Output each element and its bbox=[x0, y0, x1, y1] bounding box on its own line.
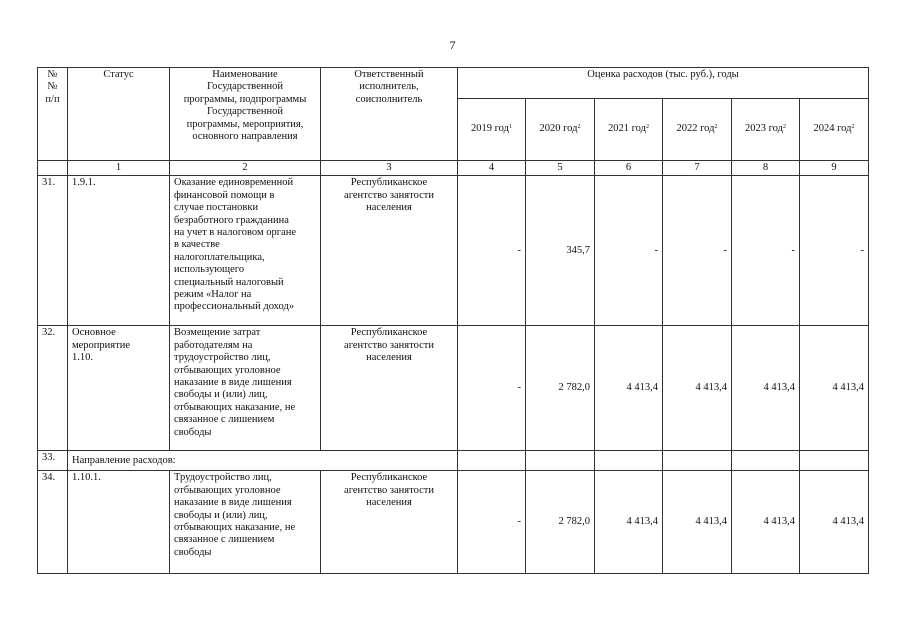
row-num: 32. bbox=[38, 326, 68, 451]
value-2020: 2 782,0 bbox=[526, 471, 595, 574]
row-status: 1.10.1. bbox=[68, 471, 170, 574]
row-status: 1.9.1. bbox=[68, 176, 170, 326]
empty-cell bbox=[732, 451, 800, 471]
colnum-cell: 1 bbox=[68, 161, 170, 176]
header-status: Статус bbox=[68, 68, 170, 161]
row-name: Трудоустройство лиц, отбывающих уголовное наказание в виде лишения свободы и (или) лиц, отбывающих наказание, не связанное с лишением свободы bbox=[170, 471, 321, 574]
row-num: 31. bbox=[38, 176, 68, 326]
header-executor: Ответственный исполнитель, соисполнитель bbox=[321, 68, 458, 161]
header-year-2023: 2023 год$^2$ bbox=[732, 99, 800, 161]
colnum-cell: 4 bbox=[458, 161, 526, 176]
header-expenses: Оценка расходов (тыс. руб.), годы bbox=[458, 68, 869, 99]
row-name: Возмещение затрат работодателям на трудоустройство лиц, отбывающих уголовное наказание в виде лишения свободы и (или) лиц, отбывающих наказание, не связанное с лишением свободы bbox=[170, 326, 321, 451]
row-name: Оказание единовременной финансовой помощи в случае постановки безработного гражданина на учет в налоговом органе в качестве налогоплательщика, использующего специальный налоговый режим «Налог на профессиональный доход» bbox=[170, 176, 321, 326]
value-2023: - bbox=[732, 176, 800, 326]
colnum-cell: 2 bbox=[170, 161, 321, 176]
row-direction-label: Направление расходов: bbox=[68, 451, 458, 471]
row-executor: Республиканское агентство занятости населения bbox=[321, 326, 458, 451]
row-num: 34. bbox=[38, 471, 68, 574]
row-executor: Республиканское агентство занятости населения bbox=[321, 471, 458, 574]
colnum-cell: 3 bbox=[321, 161, 458, 176]
table-row bbox=[38, 471, 869, 574]
header-year-2022: 2022 год$^2$ bbox=[663, 99, 732, 161]
value-2019: - bbox=[458, 471, 526, 574]
value-2020: 2 782,0 bbox=[526, 326, 595, 451]
value-2021: - bbox=[595, 176, 663, 326]
colnum-cell: 5 bbox=[526, 161, 595, 176]
empty-cell bbox=[458, 451, 526, 471]
header-year-2024: 2024 год$^2$ bbox=[800, 99, 869, 161]
value-2019: - bbox=[458, 326, 526, 451]
value-2023: 4 413,4 bbox=[732, 326, 800, 451]
colnum-cell: 6 bbox=[595, 161, 663, 176]
value-2023: 4 413,4 bbox=[732, 471, 800, 574]
row-num: 33. bbox=[38, 451, 68, 471]
colnum-cell: 7 bbox=[663, 161, 732, 176]
table-row bbox=[38, 326, 869, 451]
value-2022: - bbox=[663, 176, 732, 326]
empty-cell bbox=[800, 451, 869, 471]
budget-table bbox=[37, 67, 869, 574]
empty-cell bbox=[663, 451, 732, 471]
table-row-direction bbox=[38, 451, 869, 471]
colnum-cell bbox=[38, 161, 68, 176]
value-2024: - bbox=[800, 176, 869, 326]
value-2024: 4 413,4 bbox=[800, 326, 869, 451]
empty-cell bbox=[526, 451, 595, 471]
header-year-2020: 2020 год$^2$ bbox=[526, 99, 595, 161]
value-2021: 4 413,4 bbox=[595, 471, 663, 574]
value-2021: 4 413,4 bbox=[595, 326, 663, 451]
header-num: № № п/п bbox=[38, 68, 68, 161]
value-2020: 345,7 bbox=[526, 176, 595, 326]
colnum-cell: 8 bbox=[732, 161, 800, 176]
row-executor: Республиканское агентство занятости населения bbox=[321, 176, 458, 326]
empty-cell bbox=[595, 451, 663, 471]
table-row bbox=[38, 176, 869, 326]
page-number: 7 bbox=[449, 38, 456, 52]
value-2022: 4 413,4 bbox=[663, 326, 732, 451]
header-row-1 bbox=[38, 68, 869, 99]
header-year-2021: 2021 год$^2$ bbox=[595, 99, 663, 161]
header-name: Наименование Государственной программы, подпрограммы Государственной программы, мероприятия, основного направления bbox=[170, 68, 321, 161]
header-year-2019: 2019 год$^1$ bbox=[458, 99, 526, 161]
value-2019: - bbox=[458, 176, 526, 326]
colnum-cell: 9 bbox=[800, 161, 869, 176]
row-status: Основное мероприятие 1.10. bbox=[68, 326, 170, 451]
value-2022: 4 413,4 bbox=[663, 471, 732, 574]
column-numbers-row bbox=[38, 161, 869, 176]
value-2024: 4 413,4 bbox=[800, 471, 869, 574]
